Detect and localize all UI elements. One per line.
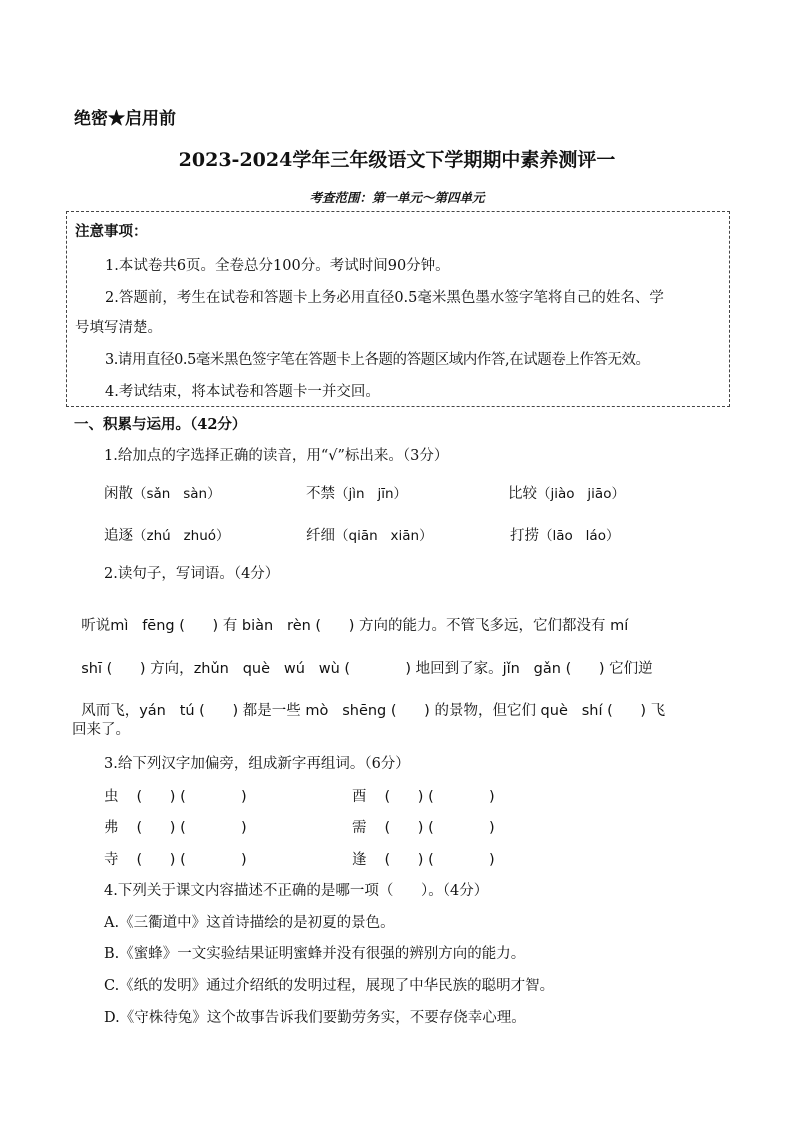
pinyin-option[interactable]: lāo [552, 528, 573, 544]
pinyin-blank[interactable]: biàn rèn ( ) [237, 618, 359, 634]
notice-item-4: 4.考试结束，将本试卷和答题卡一并交回。 [105, 384, 380, 400]
option-b[interactable]: B.《蜜蜂》一文实验结果证明蜜蜂并没有很强的辨别方向的能力。 [104, 946, 526, 962]
pinyin-word: 比较 [508, 486, 537, 502]
passage-text: 方向， [150, 661, 194, 677]
passage-text: 有 [222, 618, 238, 634]
exam-scope: 考查范围：第一单元～第四单元 [309, 190, 485, 205]
radical-char: 酉 [352, 789, 367, 805]
exam-title: 2023-2024学年三年级语文下学期期中素养测评一 [178, 149, 616, 171]
confidential-label: 绝密★启用前 [74, 109, 176, 129]
question-2-prompt: 2.读句子，写词语。（4分） [104, 566, 280, 582]
pinyin-option[interactable]: zhuó [183, 528, 217, 544]
pinyin-option[interactable]: xiān [390, 528, 420, 544]
passage-text: 风而飞， [81, 703, 140, 719]
pinyin-option[interactable]: láo [585, 528, 606, 544]
pinyin-text: mí [605, 618, 629, 634]
radical-blank[interactable]: ( ) ( ) [136, 820, 247, 836]
pinyin-word: 不禁 [306, 486, 335, 502]
notice-item-2-line-2: 号填写清楚。 [75, 320, 162, 336]
radical-blank[interactable]: ( ) ( ) [384, 820, 495, 836]
passage-text: 听说 [81, 618, 111, 634]
passage-line-2 [72, 641, 653, 678]
radical-item [104, 816, 247, 837]
question-1-prompt: 1.给加点的字选择正确的读音，用“√”标出来。（3分） [104, 448, 449, 464]
pinyin-option[interactable]: sǎn [146, 486, 171, 502]
radical-item [104, 785, 247, 806]
passage-line-4: 回来了。 [72, 722, 130, 738]
pinyin-option[interactable]: jìn [348, 486, 365, 502]
pinyin-option[interactable]: qiān [348, 528, 378, 544]
question-4-prompt: 4.下列关于课文内容描述不正确的是哪一项（ ）。（4分） [104, 883, 489, 899]
option-c[interactable]: C.《纸的发明》通过介绍纸的发明过程，展现了中华民族的聪明才智。 [104, 978, 555, 994]
pinyin-item: 不禁（jìn jīn） [306, 486, 407, 502]
pinyin-blank[interactable]: shī ( ) [81, 661, 151, 677]
pinyin-item: 纤细（qiān xiān） [306, 528, 433, 544]
option-d[interactable]: D.《守株待兔》这个故事告诉我们要勤劳务实，不要存侥幸心理。 [104, 1010, 526, 1026]
passage-line-1 [72, 598, 628, 635]
pinyin-word: 追逐 [104, 528, 133, 544]
radical-char: 虫 [104, 789, 119, 805]
section-1-heading: 一、积累与运用。（42分） [74, 416, 247, 433]
radical-char: 弗 [104, 820, 119, 836]
radical-item [352, 848, 495, 869]
radical-item [352, 785, 495, 806]
pinyin-option[interactable]: jiāo [587, 486, 612, 502]
pinyin-word: 纤细 [306, 528, 335, 544]
passage-text: 它们逆 [609, 661, 653, 677]
pinyin-option[interactable]: jiào [550, 486, 575, 502]
pinyin-option[interactable]: zhú [146, 528, 171, 544]
notice-item-3: 3.请用直径0.5毫米黑色签字笔在答题卡上各题的答题区域内作答,在试题卷上作答无效。 [105, 352, 650, 368]
pinyin-item: 闲散（sǎn sàn） [104, 486, 221, 502]
notice-item-2-line-1: 2.答题前，考生在试卷和答题卡上务必用直径0.5毫米黑色墨水签字笔将自己的姓名、学 [105, 290, 664, 306]
pinyin-item: 比较（jiào jiāo） [508, 486, 625, 502]
notice-heading: 注意事项： [75, 223, 148, 240]
notice-box [66, 211, 730, 407]
radical-char: 寺 [104, 852, 119, 868]
passage-text: 地回到了家。 [415, 661, 503, 677]
radical-char: 需 [352, 820, 367, 836]
pinyin-blank[interactable]: mò shēng ( ) [300, 703, 435, 719]
passage-text: 的景物，但它们 [434, 703, 536, 719]
pinyin-blank[interactable]: què shí ( ) [535, 703, 651, 719]
passage-text: 飞 [650, 703, 666, 719]
passage-text: 都是一些 [242, 703, 301, 719]
pinyin-option[interactable]: jīn [377, 486, 394, 502]
question-3-prompt: 3.给下列汉字加偏旁，组成新字再组词。（6分） [104, 756, 410, 772]
pinyin-blank[interactable]: yán tú ( ) [139, 703, 243, 719]
option-a[interactable]: A.《三衢道中》这首诗描绘的是初夏的景色。 [104, 915, 395, 931]
pinyin-option[interactable]: sàn [183, 486, 208, 502]
pinyin-blank[interactable]: zhǔn què wú wù ( ) [193, 661, 416, 677]
passage-text: 方向的能力。不管飞多远，它们都没有 [359, 618, 606, 634]
notice-item-1: 1.本试卷共6页。全卷总分100分。考试时间90分钟。 [105, 258, 450, 274]
pinyin-word: 打捞 [510, 528, 539, 544]
radical-blank[interactable]: ( ) ( ) [136, 789, 247, 805]
pinyin-word: 闲散 [104, 486, 133, 502]
pinyin-blank[interactable]: jǐn gǎn ( ) [502, 661, 610, 677]
radical-char: 逢 [352, 852, 367, 868]
pinyin-blank[interactable]: mì fēng ( ) [110, 618, 223, 634]
radical-blank[interactable]: ( ) ( ) [384, 852, 495, 868]
pinyin-item: 打捞（lāo láo） [510, 528, 620, 544]
pinyin-item: 追逐（zhú zhuó） [104, 528, 230, 544]
passage-line-3 [72, 683, 665, 720]
radical-blank[interactable]: ( ) ( ) [384, 789, 495, 805]
radical-item [352, 816, 495, 837]
radical-item [104, 848, 247, 869]
radical-blank[interactable]: ( ) ( ) [136, 852, 247, 868]
